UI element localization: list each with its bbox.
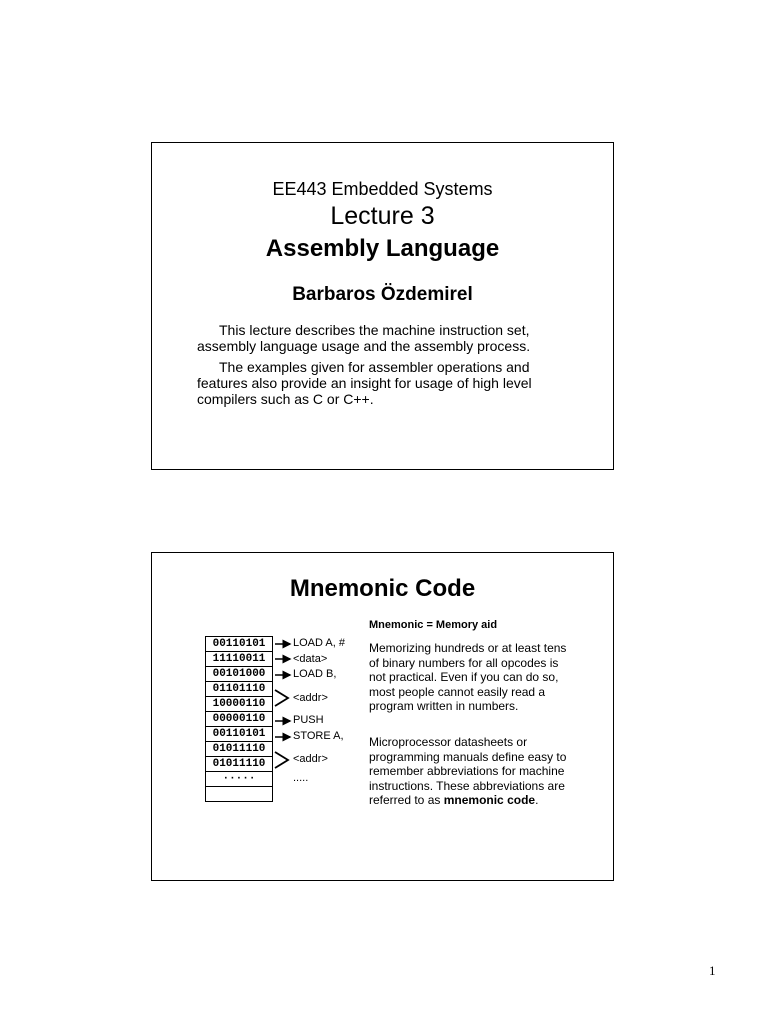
- body-paragraph-2: [369, 735, 574, 808]
- body-paragraph-1: Memorizing hundreds or at least tens of binary numbers for all opcodes is not practical. Even if you can do so, most people cannot easily read a program written in numbers.: [369, 641, 567, 713]
- intro-paragraph-1: This lecture describes the machine instruction set, assembly language usage and the assembly process.: [197, 322, 531, 354]
- mnemonic-label: .....: [293, 772, 309, 784]
- binary-cell: 00110101: [206, 637, 273, 652]
- bracket-arrow-icon: [275, 690, 288, 706]
- binary-cell: ·····: [206, 772, 273, 787]
- mnemonic-label: LOAD A, #: [293, 637, 345, 649]
- binary-cell: 01101110: [206, 682, 273, 697]
- mnemonic-label: <data>: [293, 653, 328, 665]
- title-slide: [151, 142, 614, 470]
- paragraph-end: .: [535, 793, 539, 807]
- mnemonic-label: STORE A,: [293, 730, 344, 742]
- paragraph-text: Microprocessor datasheets or programming manuals define easy to remember abbreviations for machine instructions. These abbreviations are referred to as: [369, 735, 567, 807]
- mnemonic-label: PUSH: [293, 714, 324, 726]
- bracket-arrow-icon: [275, 752, 288, 768]
- slide-title: Mnemonic Code: [289, 575, 476, 602]
- binary-cell: 00110101: [206, 727, 273, 742]
- mnemonic-slide: [151, 552, 614, 881]
- arrows-graphic: [152, 553, 615, 882]
- bold-term: mnemonic code: [443, 793, 536, 807]
- binary-cell: 11110011: [206, 652, 273, 667]
- binary-cell: 10000110: [206, 697, 273, 712]
- binary-cell: 01011110: [206, 757, 273, 772]
- mnemonic-label: <addr>: [293, 692, 328, 704]
- lecture-topic: Assembly Language: [265, 235, 500, 262]
- author-name: Barbaros Özdemirel: [292, 284, 473, 305]
- binary-cell: 00101000: [206, 667, 273, 682]
- binary-cell: 01011110: [206, 742, 273, 757]
- mnemonic-label: LOAD B,: [293, 668, 337, 680]
- page-number: 1: [709, 963, 716, 978]
- intro-paragraph-2: The examples given for assembler operations and features also provide an insight for usage of high level compilers such as C or C++.: [197, 359, 532, 407]
- binary-cell: 00000110: [206, 712, 273, 727]
- subtitle: Mnemonic = Memory aid: [369, 619, 498, 631]
- lecture-number: Lecture 3: [330, 202, 435, 230]
- course-title: EE443 Embedded Systems: [272, 179, 493, 199]
- mnemonic-label: <addr>: [293, 753, 328, 765]
